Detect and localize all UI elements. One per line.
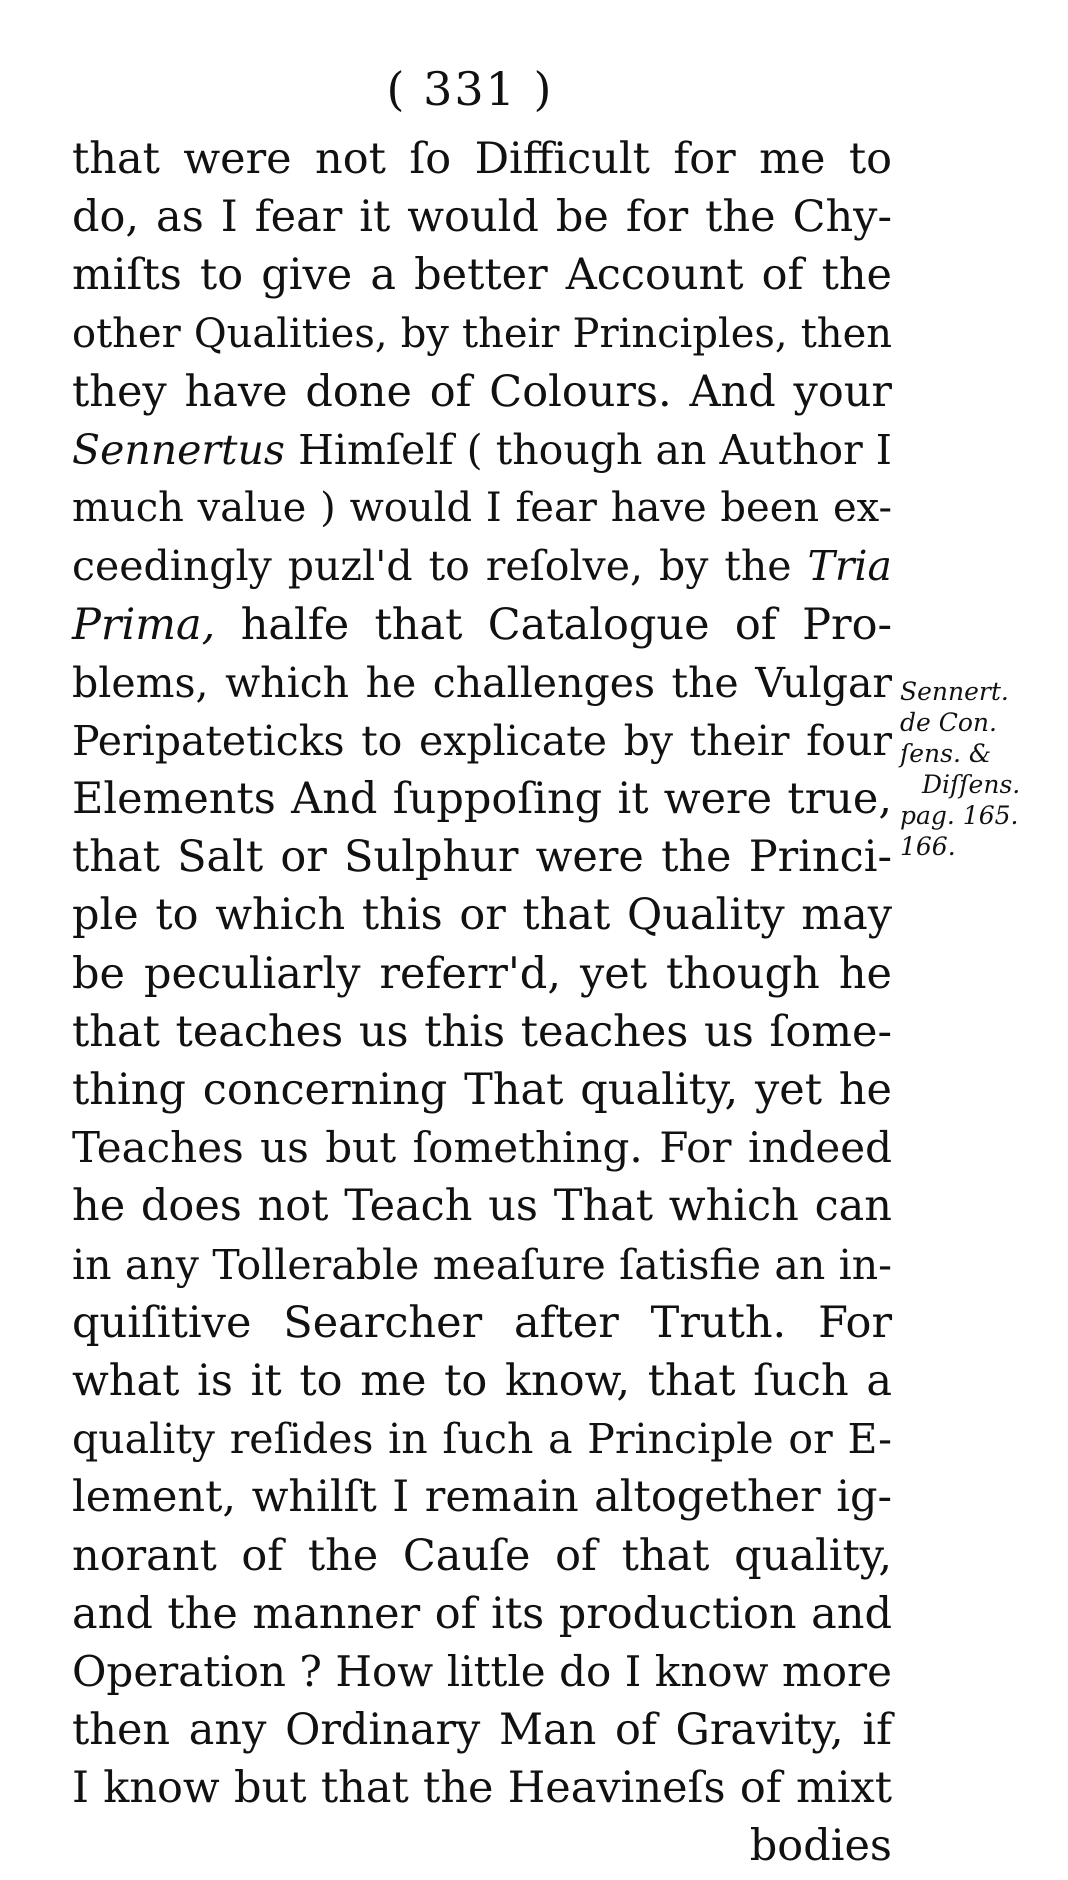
margin-note-line: 166. (900, 832, 956, 861)
text-line: Operation ? How little do I know more (72, 1646, 892, 1696)
text-line: other Qualities, by their Principles, then (72, 310, 892, 357)
text-line: Sennertus Himſelf ( though an Author I (72, 425, 892, 474)
italic-term: Tria (807, 542, 892, 591)
text-line: lement, whilſt I remain altogether ig- (72, 1472, 892, 1523)
text-line: quality reſides in ſuch a Principle or E- (72, 1415, 892, 1464)
text-line: he does not Teach us That which can (72, 1181, 892, 1232)
text-line: that teaches us this teaches us ſome- (72, 1006, 892, 1057)
body-text (72, 130, 892, 1876)
italic-term: Prima, (72, 599, 216, 650)
text-line: and the manner of its production and (72, 1588, 892, 1639)
text-line: that were not ſo Difficult for me to (72, 134, 892, 184)
margin-note-line: Sennert. (900, 677, 1009, 706)
text-line: be peculiarly referr'd, yet though he (72, 948, 892, 999)
margin-note (900, 676, 1060, 862)
page-number: ( 331 ) (386, 62, 554, 116)
text-line: Peripateticks to explicate by their four (72, 716, 892, 765)
text-line: miſts to give a better Account of the (72, 250, 892, 301)
text-line: quiſitive Searcher after Truth. For (72, 1297, 892, 1348)
italic-name: Sennertus (72, 425, 285, 474)
text-line: I know but that the Heavineſs of mixt (72, 1763, 892, 1814)
text-line: Teaches us but ſomething. For indeed (72, 1123, 892, 1173)
text-line: blems, which he challenges the Vulgar (72, 658, 892, 707)
text-line: ple to which this or that Quality may (72, 890, 892, 941)
text-line: do, as I fear it would be for the Chy- (72, 192, 892, 243)
catchword: bodies (749, 1821, 892, 1872)
text-line: much value ) would I fear have been ex- (72, 485, 892, 532)
margin-note-line: ſens. & (900, 739, 992, 768)
text-line: Elements And ſuppoſing it were true, (72, 774, 892, 825)
text-line: what is it to me to know, that ſuch a (72, 1355, 892, 1406)
text-line: that Salt or Sulphur were the Princi- (72, 832, 892, 883)
text-line: thing concerning That quality, yet he (72, 1065, 892, 1115)
text-line: in any Tollerable meaſure ſatisfie an in- (72, 1240, 892, 1289)
text-line: they have done of Colours. And your (72, 366, 892, 417)
text-line: norant of the Cauſe of that quality, (72, 1530, 892, 1581)
margin-note-line: pag. 165. (900, 801, 1019, 830)
margin-note-line: Diſſens. (922, 770, 1021, 799)
margin-note-line: de Con. (900, 708, 997, 737)
text-line: then any Ordinary Man of Gravity, if (72, 1705, 892, 1756)
text-line: Prima, halfe that Catalogue of Pro- (72, 599, 892, 650)
text-line: ceedingly puzl'd to reſolve, by the Tria (72, 542, 892, 591)
